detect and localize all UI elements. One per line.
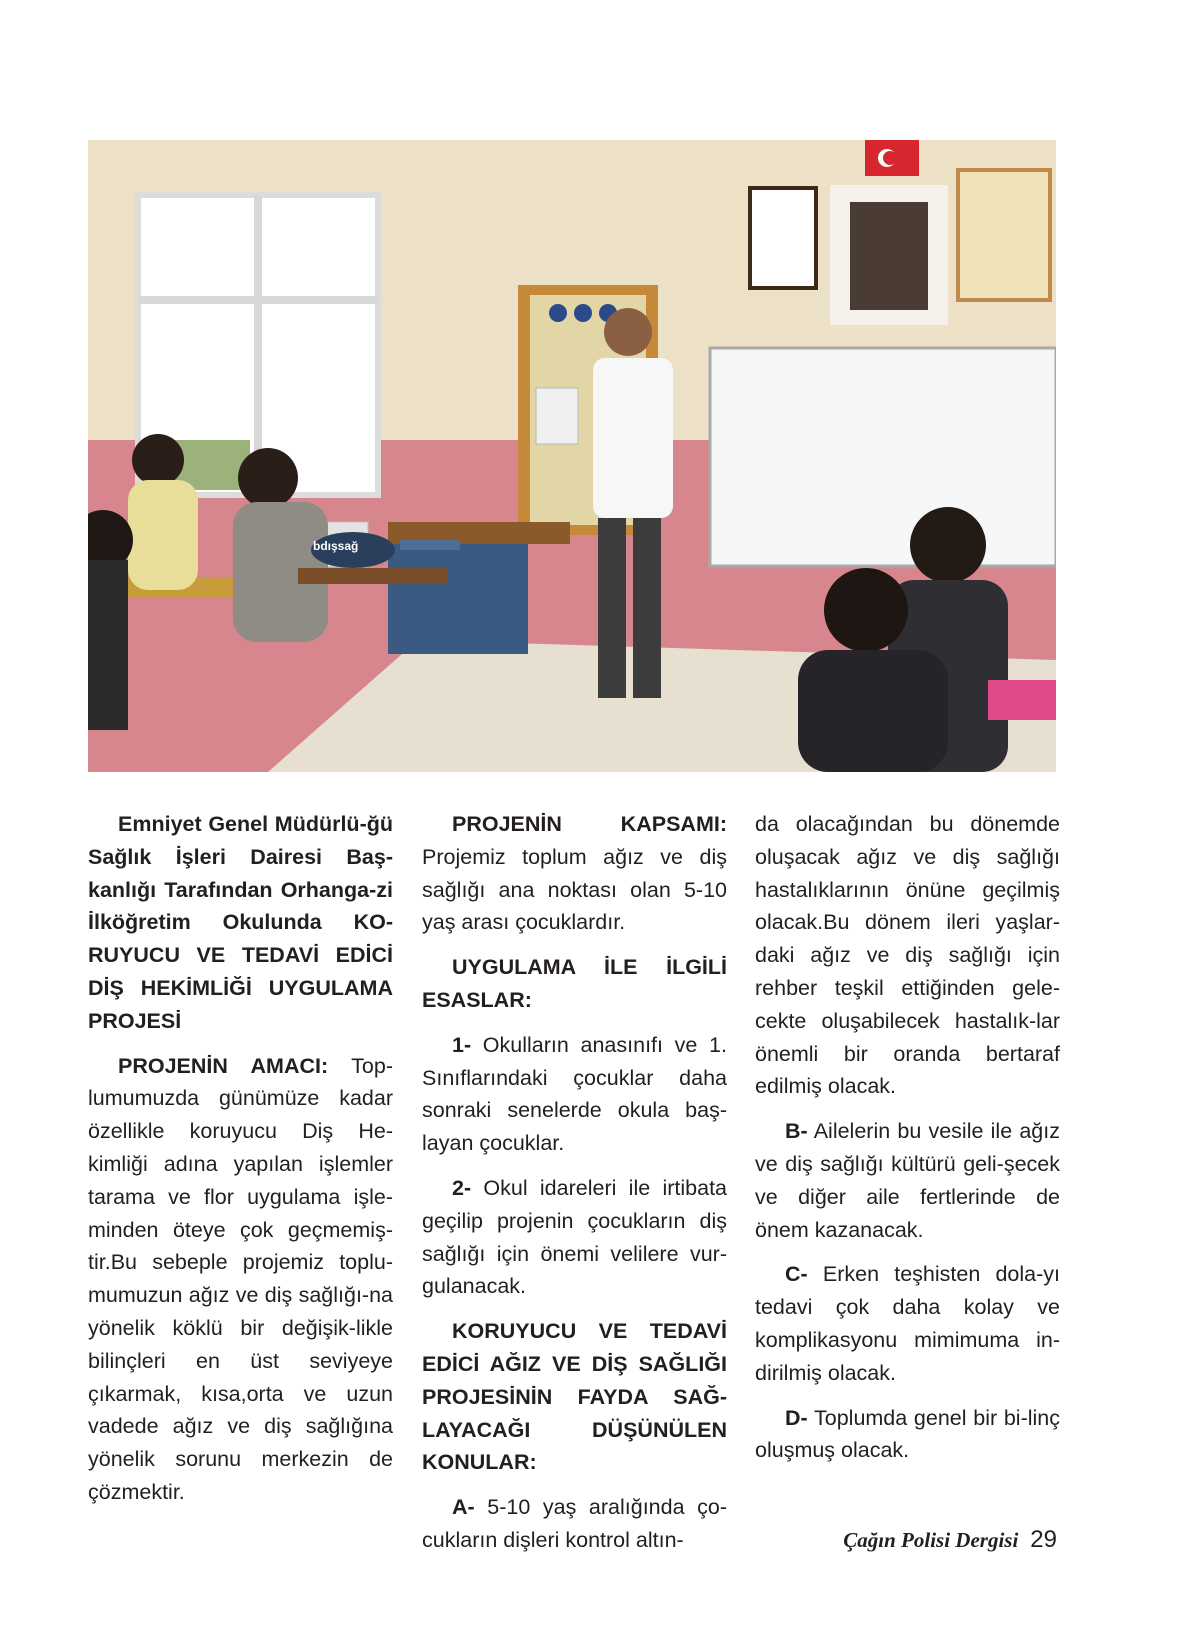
item-c-number: C- <box>785 1262 808 1287</box>
scope-heading: PROJENİN KAPSAMI: <box>452 812 727 836</box>
aim-paragraph <box>88 1050 393 1509</box>
item-c-paragraph <box>755 1258 1060 1389</box>
column-3 <box>755 808 1060 1467</box>
item-2-paragraph <box>422 1172 727 1303</box>
classroom-photo <box>88 140 1056 772</box>
aim-text: Top-lumumuzda günümüze kadar özellikle koruyucu Diş He-kimliği adına yapılan işlemler tarama ve flor uygulama işle-minden öteye çok geçmemiş-tir.Bu sebeple projemiz toplu-mumuzun ağız ve diş sağlığı-na yönelik köklü bir değişik-likle bilinçleri en üst seviyeye çıkarmak, kısa,orta ve uzun vadede ağız ve diş sağlığına yönelik sorunu merkezin de çözmektir. <box>88 1053 393 1504</box>
column-1 <box>88 808 393 1509</box>
banner-text: bdışsağ <box>313 539 359 553</box>
page-number: 29 <box>1030 1526 1057 1553</box>
classroom-illustration <box>88 140 1056 772</box>
item-d-paragraph <box>755 1402 1060 1468</box>
item-a-text: 5-10 yaş aralığında ço-cukların dişleri kontrol altın- <box>422 1495 727 1552</box>
aim-heading: PROJENİN AMACI: <box>118 1053 329 1078</box>
item-2-text: Okul idareleri ile irtibata geçilip projenin çocukların diş sağlığı için önemi velilere vur-gulanacak. <box>422 1175 727 1299</box>
item-a-paragraph <box>422 1491 727 1557</box>
rules-heading: UYGULAMA İLE İLGİLİ ESASLAR: <box>422 955 727 1012</box>
column-2 <box>422 808 727 1557</box>
item-a-number: A- <box>452 1495 475 1520</box>
intro-paragraph <box>88 808 393 1038</box>
item-c-text: Erken teşhisten dola-yı tedavi çok daha kolay ve komplikasyonu mimimuma in-dirilmiş olacak. <box>755 1262 1060 1385</box>
magazine-name: Çağın Polisi Dergisi <box>843 1528 1019 1552</box>
item-1-number: 1- <box>452 1032 472 1057</box>
rules-paragraph <box>422 951 727 1017</box>
item-a-cont-text: da olacağından bu dönemde oluşacak ağız ve diş sağlığı hastalıklarının önüne geçilmiş olacak.Bu dönem ileri yaşlar-daki ağız ve diş sağlığı için rehber teşkil ettiğinden gele-cekte oluşabilecek hastalık-lar önemli bir oranda bertaraf edilmiş olacak. <box>755 812 1060 1099</box>
page-footer <box>843 1526 1057 1554</box>
benefit-paragraph <box>422 1315 727 1479</box>
item-b-text: Ailelerin bu vesile ile ağız ve diş sağlığı kültürü geli-şecek ve diğer aile fertlerinde de önem kazanacak. <box>755 1119 1060 1242</box>
item-b-number: B- <box>785 1119 808 1144</box>
scope-text: Projemiz toplum ağız ve diş sağlığı ana noktası olan 5-10 yaş arası çocuklardır. <box>422 844 727 935</box>
item-b-paragraph <box>755 1115 1060 1246</box>
item-d-text: Toplumda genel bir bi-linç oluşmuş olacak. <box>755 1405 1060 1463</box>
item-d-number: D- <box>785 1405 808 1430</box>
benefit-heading: KORUYUCU VE TEDAVİ EDİCİ AĞIZ VE DİŞ SAĞLIĞI PROJESİNİN FAYDA SAĞ-LAYACAĞI DÜŞÜNÜLEN KONULAR: <box>422 1319 727 1475</box>
item-1-text: Okulların anasınıfı ve 1. Sınıflarındaki çocuklar daha sonraki senelerde okula baş-layan çocuklar. <box>422 1032 727 1156</box>
item-1-paragraph <box>422 1029 727 1160</box>
item-2-number: 2- <box>452 1175 472 1200</box>
scope-paragraph <box>422 808 727 939</box>
intro-text: Emniyet Genel Müdürlü-ğü Sağlık İşleri Dairesi Baş-kanlığı Tarafından Orhanga-zi İlköğretim Okulunda KO-RUYUCU VE TEDAVİ EDİCİ DİŞ HEKİMLİĞİ UYGULAMA PROJESİ <box>88 812 393 1033</box>
item-a-continued <box>755 808 1060 1103</box>
